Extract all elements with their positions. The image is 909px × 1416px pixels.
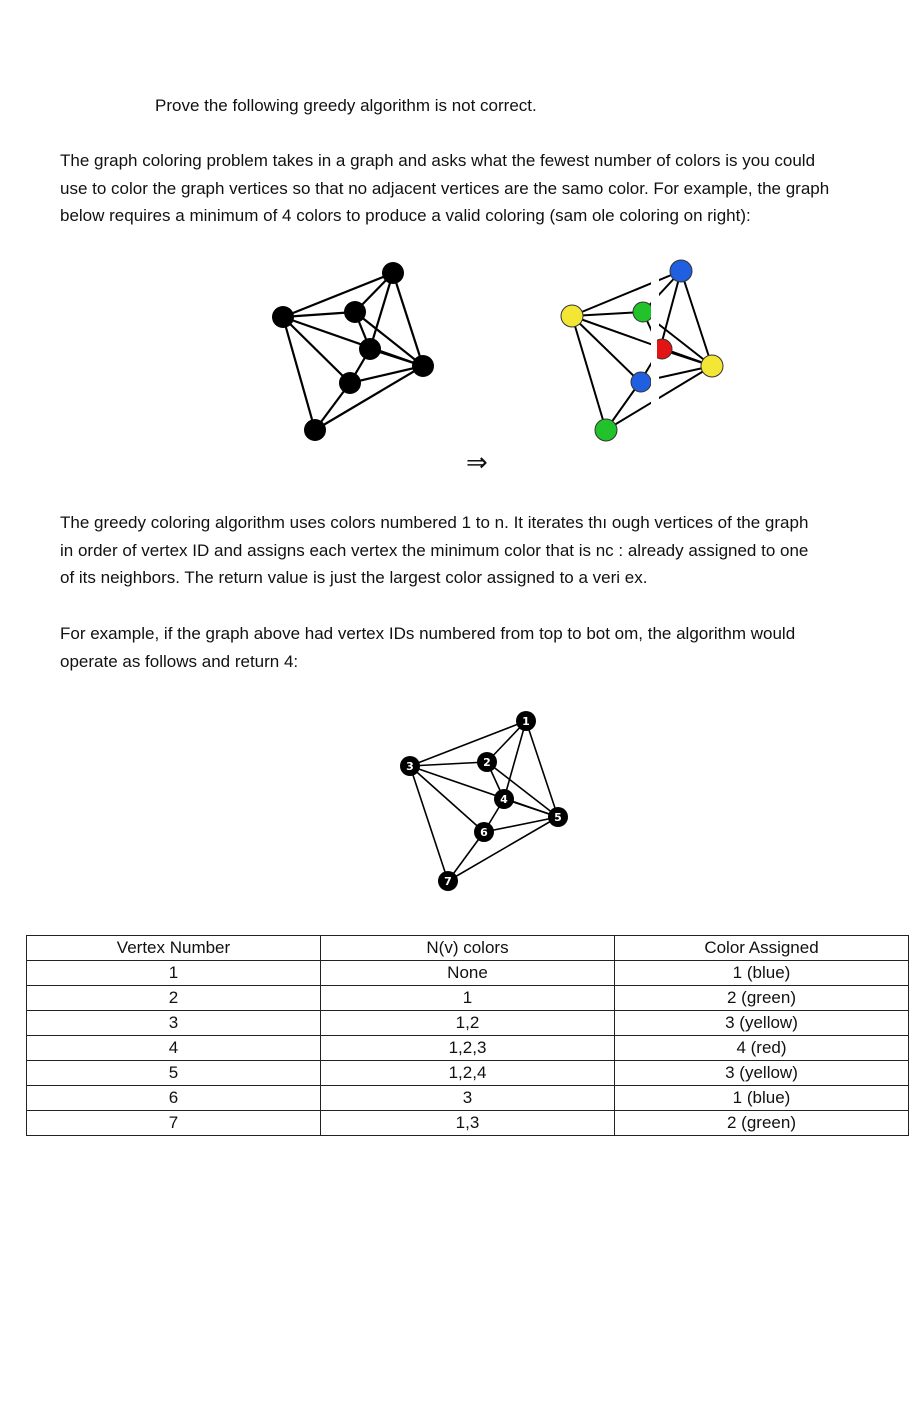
table-row — [27, 1061, 909, 1086]
vertex-3-label: 3 — [406, 760, 414, 773]
cell-color: 1 (blue) — [615, 1086, 909, 1111]
vertex-3 — [400, 756, 420, 776]
cell-vertex: 7 — [27, 1111, 321, 1136]
vertex-4-label: 4 — [500, 793, 508, 806]
image-gap — [651, 300, 657, 395]
header-color-assigned: Color Assigned — [615, 936, 909, 961]
cell-color: 4 (red) — [615, 1036, 909, 1061]
vertex-green — [595, 419, 617, 441]
vertex-7 — [438, 871, 458, 891]
vertex-7-label: 7 — [444, 875, 452, 888]
table-row — [27, 961, 909, 986]
vertex-4 — [494, 789, 514, 809]
vertex-blue — [631, 372, 651, 392]
vertex-2-label: 2 — [483, 756, 491, 769]
vertex-dot — [272, 306, 294, 328]
algorithm-line-3: of its neighbors. The return value is just the largest color assigned to a veri ex. — [60, 568, 648, 587]
cell-neighbor-colors: 1 — [321, 986, 615, 1011]
cell-color: 2 (green) — [615, 1111, 909, 1136]
colored-graph — [572, 271, 712, 430]
coloring-table — [26, 935, 909, 1136]
cell-vertex: 2 — [27, 986, 321, 1011]
table-header-row — [27, 936, 909, 961]
vertex-2 — [477, 752, 497, 772]
algorithm-paragraph — [60, 509, 909, 592]
vertex-5-label: 5 — [554, 811, 562, 824]
cell-color: 2 (green) — [615, 986, 909, 1011]
cell-color: 3 (yellow) — [615, 1061, 909, 1086]
vertex-green — [633, 302, 653, 322]
header-vertex-number: Vertex Number — [27, 936, 321, 961]
header-neighbor-colors: N(v) colors — [321, 936, 615, 961]
implies-arrow: ⇒ — [466, 447, 488, 477]
vertex-dot — [382, 262, 404, 284]
cell-vertex: 3 — [27, 1011, 321, 1036]
cell-neighbor-colors: 3 — [321, 1086, 615, 1111]
cell-vertex: 4 — [27, 1036, 321, 1061]
cell-vertex: 6 — [27, 1086, 321, 1111]
algorithm-line-2: in order of vertex ID and assigns each vertex the minimum color that is nc : already assigned to one — [60, 540, 809, 560]
cell-neighbor-colors: 1,2,4 — [321, 1061, 615, 1086]
vertex-6-label: 6 — [480, 826, 488, 839]
table-row — [27, 1111, 909, 1136]
cell-neighbor-colors: 1,3 — [321, 1111, 615, 1136]
vertex-1-label: 1 — [522, 715, 530, 728]
cell-color: 1 (blue) — [615, 961, 909, 986]
table-row — [27, 1036, 909, 1061]
problem-title: Prove the following greedy algorithm is not correct. — [155, 96, 537, 115]
vertex-6 — [474, 822, 494, 842]
cell-color: 3 (yellow) — [615, 1011, 909, 1036]
cell-vertex: 5 — [27, 1061, 321, 1086]
example-line-2: operate as follows and return 4: — [60, 651, 299, 671]
vertex-dot — [339, 372, 361, 394]
table-row — [27, 986, 909, 1011]
example-line-1: For example, if the graph above had vertex IDs numbered from top to bot om, the algorithm would — [60, 624, 796, 643]
vertex-dot — [412, 355, 434, 377]
cell-neighbor-colors: 1,2 — [321, 1011, 615, 1036]
intro-line-2: use to color the graph vertices so that no adjacent vertices are the samo color. For example, the graph — [60, 178, 830, 198]
vertex-dot — [344, 301, 366, 323]
cell-neighbor-colors: 1,2,3 — [321, 1036, 615, 1061]
vertex-yellow — [701, 355, 723, 377]
vertex-blue — [670, 260, 692, 282]
intro-line-1: The graph coloring problem takes in a graph and asks what the fewest number of colors is you could — [60, 151, 816, 170]
vertex-yellow — [561, 305, 583, 327]
cell-neighbor-colors: None — [321, 961, 615, 986]
black-graph — [283, 273, 423, 430]
vertex-1 — [516, 711, 536, 731]
cell-vertex: 1 — [27, 961, 321, 986]
vertex-5 — [548, 807, 568, 827]
numbered-graph — [410, 721, 558, 881]
example-paragraph — [60, 620, 909, 675]
vertex-dot — [304, 419, 326, 441]
table-row — [27, 1086, 909, 1111]
algorithm-line-1: The greedy coloring algorithm uses colors numbered 1 to n. It iterates thı ough vertices of the graph — [60, 513, 809, 532]
vertex-dot — [359, 338, 381, 360]
table-row — [27, 1011, 909, 1036]
intro-line-3: below requires a minimum of 4 colors to produce a valid coloring (sam ole coloring on right): — [60, 206, 751, 225]
